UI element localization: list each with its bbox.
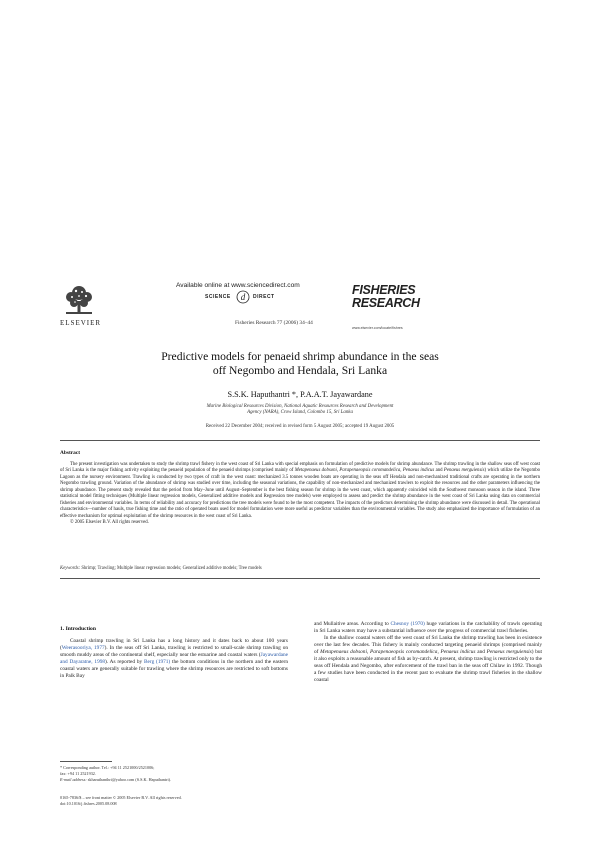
- issn-line: 0165-7836/$ – see front matter © 2005 Elsevier B.V. All rights reserved.: [60, 795, 182, 800]
- received-dates: Received 22 December 2004; received in revised form 5 August 2005; accepted 19 August 2005: [205, 424, 395, 429]
- elsevier-tree-logo-icon: [62, 283, 96, 317]
- title-line-1: Predictive models for penaeid shrimp abundance in the seas: [161, 350, 439, 363]
- journal-logo-line1: FISHERIES: [352, 283, 416, 297]
- doi-line[interactable]: doi:10.1016/j.fishres.2005.08.008: [60, 801, 117, 806]
- citation-jayawardane-link[interactable]: Jayawardane and Dayaratne, 1998: [60, 652, 288, 666]
- journal-url: www.elsevier.com/locate/fishres: [352, 326, 403, 330]
- abstract-heading: Abstract: [60, 450, 81, 456]
- issn-doi-block: [60, 795, 300, 807]
- affiliation-line-2: Agency (NARA), Crow Island, Colombo 15, Sri Lanka: [247, 410, 353, 416]
- left-column: [60, 638, 288, 680]
- footnote-divider: [60, 761, 112, 762]
- abstract-body: [60, 462, 540, 527]
- citation-weerasooriya-link[interactable]: Weerasooriya, 1977: [61, 645, 105, 652]
- intro-paragraph-1-cont: and Mullaitive areas. According to Chesnoy (1970) huge variations in the catchability of trawls operating in Sri Lanka waters may have a substantial influence over the progress of commercial trawl fisheries.: [314, 621, 542, 635]
- citation-berg-link[interactable]: Berg (1971): [144, 659, 171, 666]
- authors: S.S.K. Haputhantri *, P.A.A.T. Jayawardane: [227, 390, 373, 399]
- keywords: [60, 566, 262, 571]
- introduction-heading: 1. Introduction: [60, 626, 96, 632]
- intro-paragraph-2: In the shallow coastal waters off the west coast of Sri Lanka the shrimp trawling has been in existence over the last few decades. This fishery is mainly conducted targeting penaeid shrimps (comprised mainly of Metapenaeus dobsoni, Parapenaeopsis coromandelica, Penaeus indicus and Penaeus merguiensis) but it also exploits a reasonable amount of fish as by-catch. At present, shrimp trawling is restricted only to the seas off Hendala and Negombo, after enforcement of the trawl ban in the seas off Chilaw in 1992. Though a few studies have been conducted in the recent past to evaluate the shrimp trawl fisheries in the shallow coastal: [314, 635, 542, 684]
- journal-citation: Fisheries Research 77 (2006) 34–44: [235, 320, 313, 326]
- sciencedirect-right-text: DIRECT: [253, 294, 275, 300]
- affiliation-line-1: Marine Biological Resources Division, National Aquatic Resources Research and Development: [206, 404, 394, 409]
- sciencedirect-left-text: SCIENCE: [205, 294, 231, 300]
- footnote-corresponding: * Corresponding author. Tel.: +94 11 2521000/2521006;: [60, 765, 155, 770]
- journal-logo-line2: RESEARCH: [352, 296, 420, 310]
- title-line-2: off Negombo and Hendala, Sri Lanka: [212, 364, 388, 377]
- affiliation: [120, 404, 480, 417]
- abstract-paragraph: The present investigation was undertaken to study the shrimp trawl fishery in the west coast of Sri Lanka with special emphasis on formulation of predictive models for shrimp abundance. The shrimp trawling in the shallow seas off west coast of Sri Lanka is the major fishing activity exploiting the penaeid population of the penaeid shrimps (comprised mainly of Metapenaeus dobsoni, Parapenaeopsis coromandelica, Penaeus indicus and Penaeus merguiensis) which utilize the Negombo Lagoon as the nursery environment. Trawling is conducted by two types of craft in the west coast: mechanized 3.5 tonnes wooden boats are operating in the seas off Hendala and non-mechanized traditional crafts are operating in the northern Negombo trawling ground. Variation of the abundance of shrimp was studied over time, including the seasonal variations, the capability of non-mechanized and mechanized trawlers to exploit the resources and the other parameters influencing the shrimp abundance. The present study revealed that the period from May–June until August–September is the best fishing season for shrimp in the west coast, which apparently coincided with the Southwest monsoon season in the island. Three statistical model fitting techniques (Multiple linear regression models, Generalized additive models and Regression tree models) were employed to assess and predict the shrimp abundance in the west coast of Sri Lanka using data on commercial fisheries and environmental variables. In terms of reliability and accuracy for predictions the tree models were found to be the most competent. The impacts of the predictors determining the shrimp abundance were discussed in detail. The operational characteristics—number of hauls, true fishing time and the ratio of operated boats used for model formulation were more useful as predictor variables than the environmental variables. The study also emphasized the importance of formulation of an effective mechanism for optimal exploitation of the shrimp resources in the west coast of Sri Lanka.: [60, 462, 540, 519]
- divider-top: [60, 440, 540, 441]
- footnotes: [60, 765, 290, 783]
- publisher-name: ELSEVIER: [60, 319, 102, 327]
- footnote-fax: fax: +94 11 2521932.: [60, 771, 96, 776]
- copyright-line: © 2005 Elsevier B.V. All rights reserved.: [70, 520, 149, 526]
- footnote-email: E-mail address: skharuthanthri@yahoo.com (S.S.K. Haputhantri).: [60, 777, 172, 782]
- article-title: [60, 350, 540, 378]
- citation-chesnoy-link[interactable]: Chesnoy (1970): [390, 621, 425, 627]
- sciencedirect-d-icon: [235, 290, 251, 304]
- intro-paragraph-1: Coastal shrimp trawling in Sri Lanka has a long history and it dates back to about 100 years (Weerasooriya, 1977). In the seas off Sri Lanka, trawling is restricted to small-scale shrimp trawling on smooth muddy areas of the continental shelf, especially near the estuarine and coastal waters (Jayawardane and Dayaratne, 1998). As reported by Berg (1971) the bottom conditions in the northern and the eastern coastal waters are generally suitable for trawling where the shrimp resources are restricted to soft bottoms in Palk Bay: [60, 638, 289, 680]
- keywords-text: Shrimp; Trawling; Multiple linear regression models; Generalized additive models; Tree models: [80, 566, 262, 571]
- keywords-label: Keywords:: [60, 566, 81, 571]
- divider-bottom: [60, 578, 540, 579]
- svg-text:d: d: [240, 292, 246, 302]
- journal-logo: [352, 284, 440, 316]
- sciencedirect-logo: [205, 290, 285, 304]
- right-column: [314, 621, 542, 684]
- available-online-text: Available online at www.sciencedirect.com: [176, 282, 300, 289]
